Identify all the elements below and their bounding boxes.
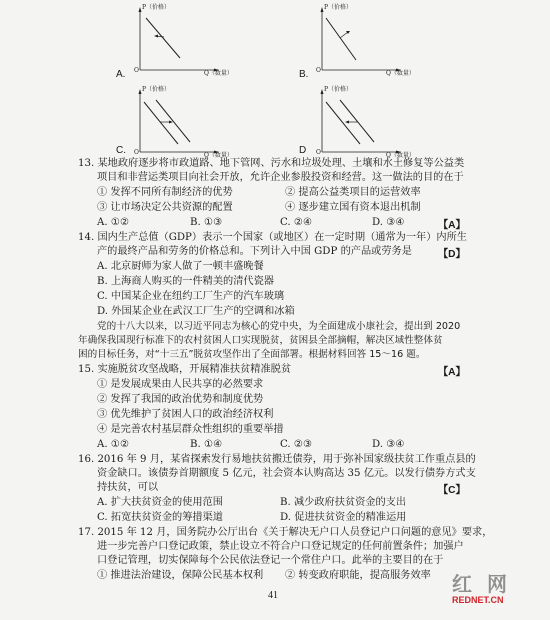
q14-option-a: A. 北京厨师为家人做了一顿丰盛晚餐: [97, 261, 264, 272]
q14-option-d: D. 外国某企业在武汉工厂生产的空调和冰箱: [97, 306, 295, 317]
q16-stem-line1: 16. 2016 年 9 月，某省探索发行易地扶贫搬迁债券，用于弥补国家级扶贫工作重点县的: [78, 454, 476, 465]
q-axis-label: Q（数量）: [204, 152, 233, 159]
q13-option-3: ③ 让市场决定公共资源的配置: [97, 202, 233, 213]
q17-stem-line1: 17. 2015 年 12 月，国务院办公厅出台《关于解决无户口人员登记户口问题的意见》要求，: [78, 527, 493, 538]
q15-answer: 【A】: [438, 367, 466, 378]
q14-option-b: B. 上海商人购买的一件精美的清代瓷器: [97, 276, 274, 287]
figure-b-graph: [300, 4, 420, 74]
q14-option-c: C. 中国某企业在纽约工厂生产的汽车玻璃: [97, 291, 285, 302]
figure-a: [118, 4, 278, 77]
figure-d-graph: [300, 86, 420, 156]
material-line2: 年确保我国现行标准下的农村贫困人口实现脱贫，贫困县全部摘帽，解决区域性整体贫: [78, 335, 443, 346]
figure-b: [300, 4, 460, 77]
p-axis-label: P（价格）: [142, 4, 171, 11]
q13-choice-a: A. ①②: [97, 217, 130, 228]
q-axis-label: Q（数量）: [386, 152, 415, 159]
q13-choice-b: B. ①③: [190, 217, 223, 228]
figure-d: [300, 86, 460, 159]
q-axis-label: Q（数量）: [386, 70, 415, 77]
q15-option-2: ② 发挥了我国的政治优势和制度优势: [97, 394, 264, 405]
q17-stem-line2: 进一步完善户口登记政策，禁止设立不符合户口登记规定的任何前置条件；加强户: [97, 541, 464, 552]
origin-label: O: [134, 149, 139, 156]
q16-answer: 【C】: [438, 485, 466, 496]
q13-choice-c: C. ②④: [280, 217, 313, 228]
q15-option-3: ③ 优先维护了贫困人口的政治经济权利: [97, 409, 274, 420]
q13-option-1: ① 发挥不同所有制经济的优势: [97, 187, 233, 198]
figure-c-graph: [118, 86, 238, 156]
q15-option-4: ④ 是完善农村基层群众性组织的重要举措: [97, 424, 284, 435]
q13-answer: 【A】: [438, 220, 466, 231]
q14-stem-line2: 产的最终产品和劳务的价格总和。下列计入中国 GDP 的产品或劳务是: [97, 246, 412, 257]
q13-option-2: ② 提高公益类项目的运营效率: [285, 187, 421, 198]
q16-option-b: B. 减少政府扶贫资金的支出: [280, 497, 407, 508]
q13-stem-line1: 13. 某地政府逐步将市政道路、地下管网、污水和垃圾处理、土壤和水土修复等公益类: [78, 158, 465, 169]
watermark-en: REDNET.CN: [452, 595, 504, 605]
figure-c-letter: C.: [116, 145, 126, 156]
watermark-logo: [452, 568, 511, 605]
material-line1: 党的十八大以来，以习近平同志为核心的党中央，为全面建成小康社会，提出到 2020: [97, 321, 461, 332]
q17-option-2: ② 转变政府职能，提高服务效率: [285, 570, 431, 581]
q14-answer: 【D】: [438, 249, 466, 260]
q13-option-4: ④ 逐步建立国有资本退出机制: [285, 202, 421, 213]
q13-stem-line2: 项目和非营运类项目向社会开放，允许企业参股投资和经营。这一做法的目的在于: [97, 172, 464, 183]
origin-label: O: [316, 67, 321, 74]
q13-choice-d: D. ③④: [372, 217, 405, 228]
q15-choice-d: D. ③④: [372, 439, 405, 450]
q16-option-d: D. 促进扶贫资金的精准运用: [280, 512, 407, 523]
p-axis-label: P（价格）: [324, 4, 353, 11]
q17-stem-line3: 口登记管理，切实保障每个公民依法登记一个常住户口。此举的主要目的在于: [97, 555, 444, 566]
figure-a-letter: A.: [116, 69, 126, 80]
material-line3: 困的目标任务，对“十三五”脱贫攻坚作出了全面部署。根据材料回答 15～16 题。: [78, 349, 426, 360]
figure-c: [118, 86, 278, 159]
figure-a-graph: [118, 4, 238, 74]
p-axis-label: P（价格）: [142, 86, 171, 93]
q16-option-c: C. 拓宽扶贫资金的筹措渠道: [97, 512, 223, 523]
q15-choice-c: C. ②③: [280, 439, 313, 450]
figure-d-letter: D: [299, 145, 307, 156]
origin-label: O: [316, 149, 321, 156]
p-axis-label: P（价格）: [324, 86, 353, 93]
q16-stem-line3: 持扶贫，可以: [97, 482, 159, 493]
q16-stem-line2: 资金缺口。该债券首期额度 5 亿元，社会资本认购高达 35 亿元。以发行债券方式支: [97, 468, 476, 479]
q15-choice-a: A. ①②: [97, 439, 130, 450]
q15-choice-b: B. ①④: [190, 439, 223, 450]
q-axis-label: Q（数量）: [204, 70, 233, 77]
watermark-cn: 红 网: [452, 572, 511, 596]
q16-option-a: A. 扩大扶贫资金的使用范围: [97, 497, 223, 508]
origin-label: O: [134, 67, 139, 74]
q15-option-1: ① 是发展成果由人民共享的必然要求: [97, 379, 264, 390]
figure-b-letter: B.: [299, 69, 309, 80]
q14-stem-line1: 14. 国内生产总值（GDP）表示一个国家（或地区）在一定时期（通常为一年）内所生: [78, 232, 467, 243]
q17-option-1: ① 推进法治建设，保障公民基本权利: [97, 570, 264, 581]
page-number: 41: [268, 590, 278, 601]
q15-stem-line1: 15. 实施脱贫攻坚战略，开展精准扶贫精准脱贫: [78, 364, 292, 375]
